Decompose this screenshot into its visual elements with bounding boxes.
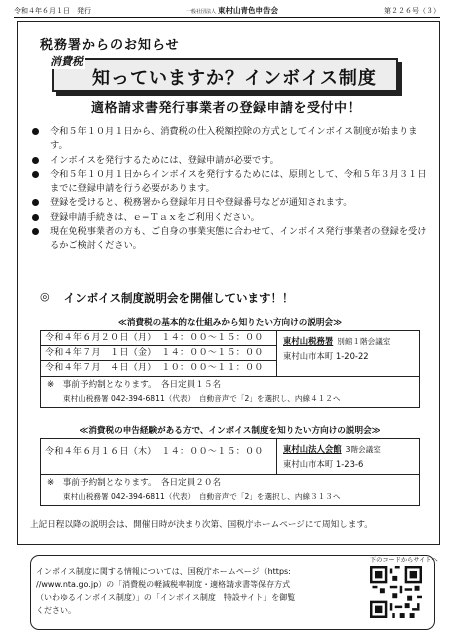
section-title: ≪消費税の申告経験がある方で、インボイス制度を知りたい方向けの説明会≫	[79, 426, 381, 436]
venue-room: 3階会議室	[345, 445, 381, 454]
schedule-box	[40, 330, 420, 408]
qr-code-icon[interactable]	[370, 566, 422, 618]
reservation-note: ※ 事前予約制となります。 各日定員２０名 東村山税務署 042-394-6811（代表） 自動音声で「2」を選択し、内線３１３へ	[41, 474, 419, 505]
notice-title: 税務署からのお知らせ	[40, 38, 180, 53]
bullet-item: 登録申請手続きは、ｅ−Ｔａｘをご利用ください。	[30, 211, 430, 225]
session-date: 令和４年７月 １日（金） １４：００～１５：００	[41, 346, 276, 361]
contact-info: 東村山税務署 042-394-6811（代表） 自動音声で「2」を選択し、内線４１２へ	[63, 394, 341, 403]
qr-label: 下のコードからサイトへ	[370, 557, 438, 564]
bullet-item: 令和５年１０月１日からインボイスを発行するためには、原則として、令和５年３月３１日までに登録申請を行う必要があります。	[30, 168, 430, 197]
invoice-banner	[50, 55, 398, 92]
bullet-list	[30, 125, 430, 254]
bullet-item: 現在免税事業者の方も、ご自身の事業実態に合わせて、インボイス発行事業者の登録を受けるかご検討ください。	[30, 225, 430, 254]
page-header	[14, 6, 440, 18]
seminar-section-basic	[40, 316, 420, 408]
publisher: 一般社団法人 東村山青色申告会	[185, 6, 278, 15]
schedule-box	[40, 438, 420, 506]
venue-name: 東村山税務署	[283, 336, 334, 346]
venue	[277, 331, 419, 376]
seminar-heading	[40, 290, 294, 306]
venue-name: 東村山法人会館	[283, 444, 342, 454]
banner-subtitle: 適格請求書発行事業者の登録申請を受付中！	[90, 101, 361, 116]
section-title: ≪消費税の基本的な仕組みから知りたい方向けの説明会≫	[117, 318, 343, 328]
seminar-section-experienced	[40, 424, 420, 506]
bullet-item: インボイスを発行するためには、登録申請が必要です。	[30, 154, 430, 168]
session-date: 令和４年７月 ４日（月） １０：００～１１：００	[45, 363, 264, 373]
issue-number: 第２２６号（３）	[384, 7, 440, 15]
banner-tag: 消費税	[50, 55, 83, 68]
issue-date: 令和４年６月１日 発行	[14, 7, 91, 15]
bullet-item: 登録を受けると、税務署から登録年月日や登録番号などが通知されます。	[30, 196, 430, 210]
session-date: 令和４年６月１６日（木） １４：００～１５：００	[45, 447, 264, 457]
info-text: インボイス制度に関する情報については、国税庁ホームページ（https: //www.nta.go.jp）の「消費税の軽減税率制度・適格請求書等保存方式 （いわゆるインボイス制度）」の「インボイス制度 特設サイト」を御覧 ください。	[36, 567, 296, 615]
venue-address: 東村山市本町 1-23-6	[283, 459, 364, 469]
banner-title: 知っていますか？インボイス制度	[92, 68, 377, 89]
bullet-item: 令和５年１０月１日から、消費税の仕入税額控除の方式としてインボイス制度が始まります。	[30, 125, 430, 154]
reservation-note: ※ 事前予約制となります。 各日定員１５名 東村山税務署 042-394-6811（代表） 自動音声で「2」を選択し、内線４１２へ	[41, 376, 419, 407]
session-date: 令和４年６月２０日（月） １４：００～１５：００	[41, 331, 276, 346]
venue-room: 別館１階会議室	[337, 337, 391, 346]
venue	[277, 439, 419, 474]
venue-address: 東村山市本町 1-20-22	[283, 351, 369, 361]
double-circle-icon: ◎	[40, 290, 50, 303]
contact-info: 東村山税務署 042-394-6811（代表） 自動音声で「2」を選択し、内線３１３へ	[63, 492, 341, 501]
schedule-followup-note: 上記日程以降の説明会は、開催日時が決まり次第、国税庁ホームページにて周知します。	[30, 520, 373, 530]
seminar-heading-text: インボイス制度説明会を開催しています！！	[63, 291, 294, 305]
